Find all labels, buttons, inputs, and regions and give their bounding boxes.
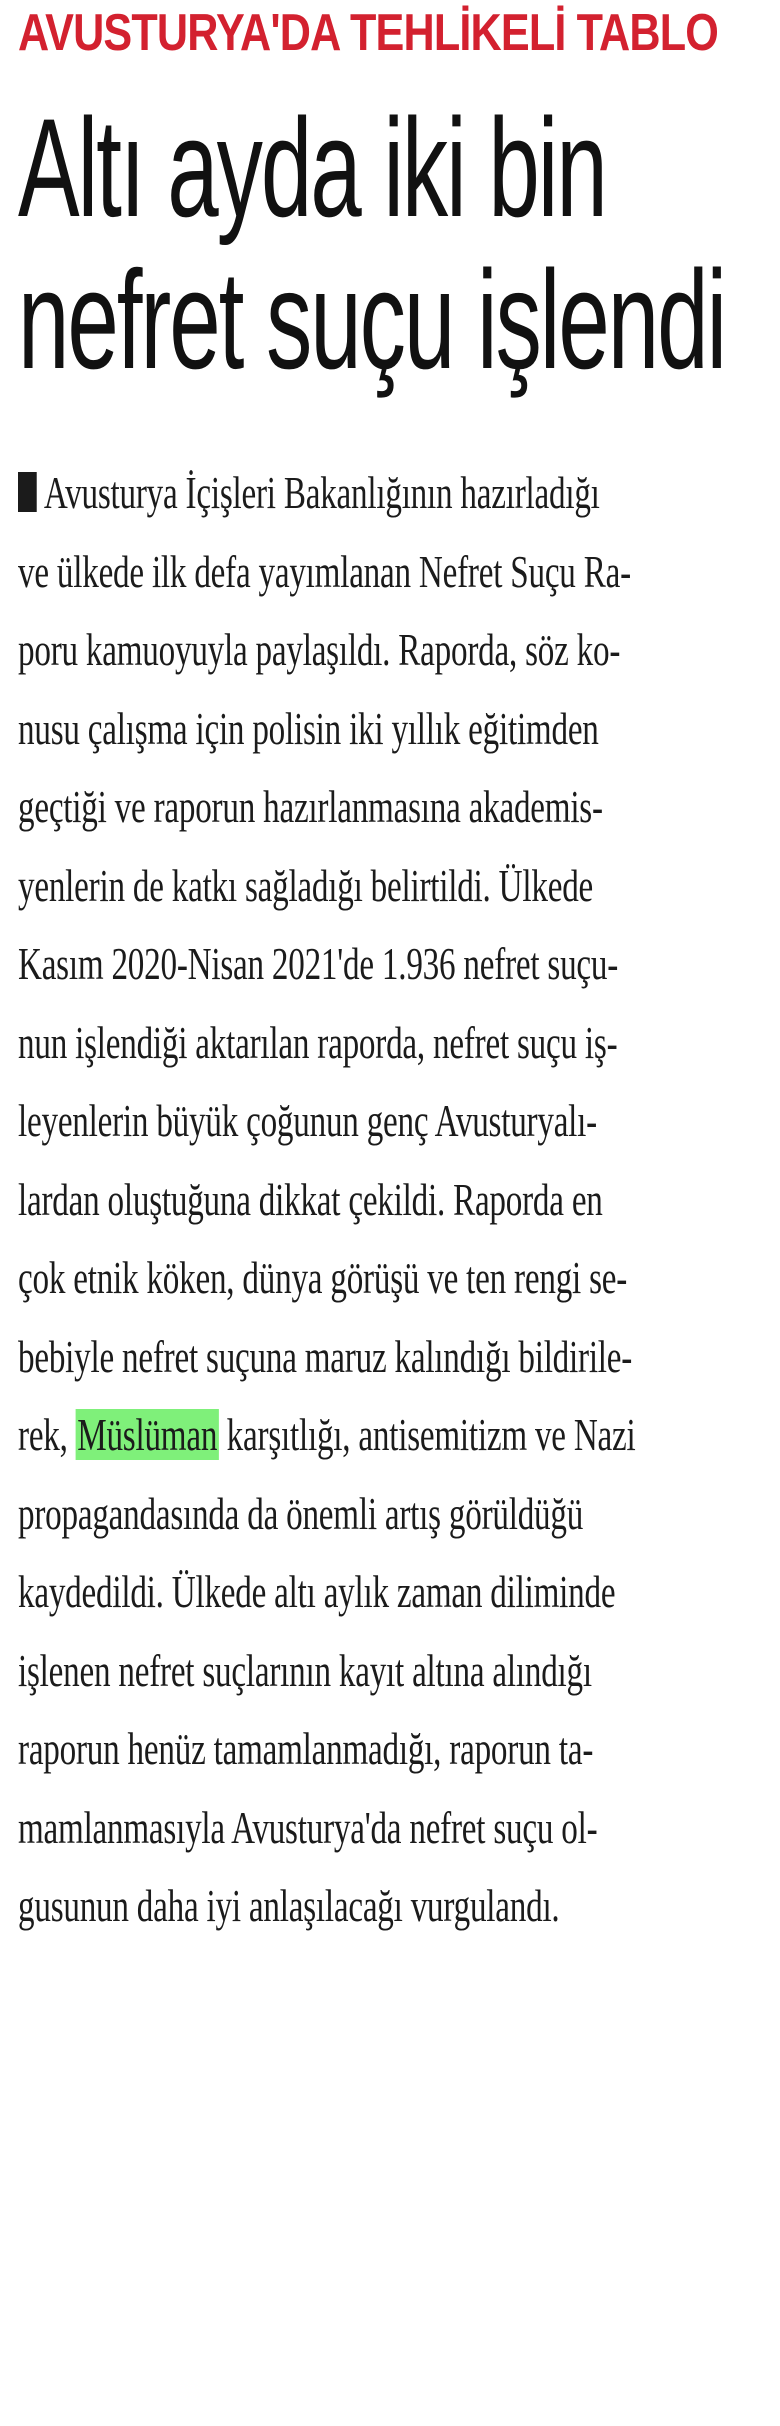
body-line: gusunun daha iyi anlaşılacağı vurgulandı. — [18, 1880, 560, 1931]
body-line: bebiyle nefret suçuna maruz kalındığı bildirile- — [18, 1330, 633, 1382]
kicker-title: AVUSTURYA'DA TEHLİKELİ TABLO — [18, 4, 718, 62]
body-line: Kasım 2020-Nisan 2021'de 1.936 nefret suçu- — [18, 938, 619, 989]
body-line: nusu çalışma için polisin iki yıllık eğitimden — [18, 702, 599, 754]
paragraph-bullet-icon — [18, 472, 37, 512]
body-line: Avusturya İçişleri Bakanlığının hazırladığı — [18, 454, 767, 533]
body-line: nun işlendiği aktarılan raporda, nefret suçu iş- — [18, 1016, 618, 1068]
body-line: işlenen nefret suçlarının kayıt altına alındığı — [18, 1644, 592, 1696]
article-body — [18, 454, 767, 1946]
headline — [18, 89, 764, 398]
body-line: propagandasında da önemli artış görüldüğü — [18, 1487, 584, 1539]
body-line: çok etnik köken, dünya görüşü ve ten rengi se- — [18, 1252, 628, 1303]
body-line: raporun henüz tamamlanmadığı, raporun ta- — [18, 1723, 594, 1774]
body-line: poru kamuoyuyla paylaşıldı. Raporda, söz ko- — [18, 624, 621, 675]
body-line: ve ülkede ilk defa yayımlanan Nefret Suçu Ra- — [18, 545, 631, 597]
body-line: mamlanmasıyla Avusturya'da nefret suçu ol- — [18, 1801, 598, 1853]
headline-line-2: nefret suçu işlendi — [18, 241, 726, 398]
headline-line-1: Altı ayda iki bin — [18, 89, 606, 246]
body-line: geçtiği ve raporun hazırlanmasına akademis- — [18, 781, 603, 832]
body-line: lardan oluştuğuna dikkat çekildi. Raporda en — [18, 1173, 603, 1225]
highlighted-word: Müslüman — [77, 1409, 218, 1460]
body-line: leyenlerin büyük çoğunun genç Avusturyalı- — [18, 1095, 597, 1146]
body-line: kaydedildi. Ülkede altı aylık zaman diliminde — [18, 1566, 616, 1617]
body-line: rek, Müslüman karşıtlığı, antisemitizm ve Nazi — [18, 1409, 636, 1460]
body-line: yenlerin de katkı sağladığı belirtildi. Ülkede — [18, 859, 594, 911]
